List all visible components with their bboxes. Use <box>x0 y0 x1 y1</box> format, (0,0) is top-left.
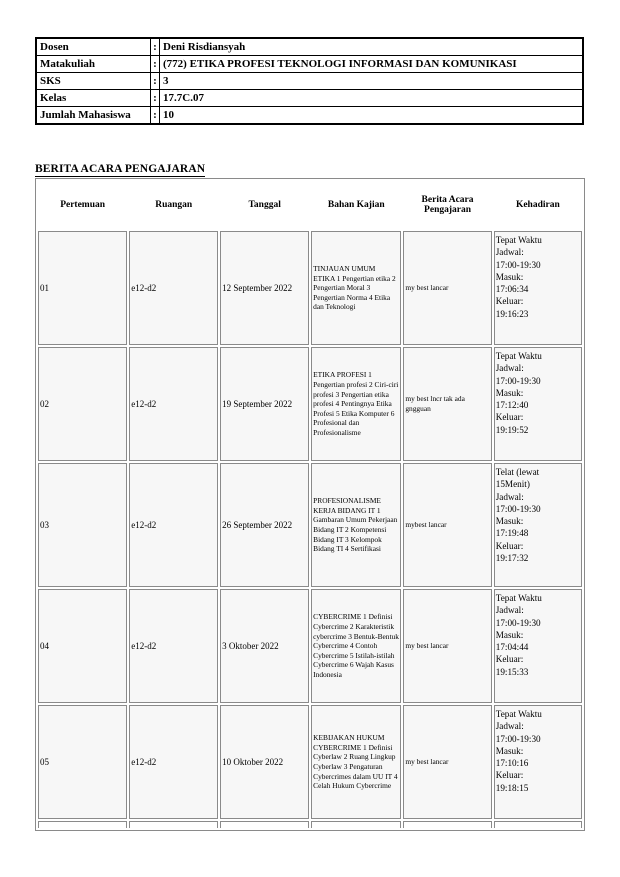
kehadiran-line: 17:12:40 <box>495 400 529 411</box>
kehadiran-line: Masuk: <box>495 516 524 527</box>
kehadiran-line: 19:17:32 <box>495 553 529 564</box>
continuation-cell <box>38 821 127 828</box>
info-value: 17.7C.07 <box>160 90 584 107</box>
cell-berita-acara: mybest lancar <box>403 463 491 587</box>
kehadiran-line: Tepat Waktu <box>495 709 542 719</box>
cell-berita-acara: my best lancar <box>403 589 491 703</box>
kehadiran-line: Masuk: <box>495 745 524 756</box>
kehadiran-line: Tepat Waktu <box>495 351 542 361</box>
cell-pertemuan: 01 <box>38 231 127 345</box>
kehadiran-line: 17:00-19:30 <box>495 503 541 514</box>
table-row <box>38 347 582 461</box>
table-row <box>38 705 582 819</box>
kehadiran-line: 17:04:44 <box>495 642 529 653</box>
cell-bahan-kajian: KEBIJAKAN HUKUM CYBERCRIME 1 Definisi Cyberlaw 2 Ruang Lingkup Cyberlaw 3 Pengaturan Cybercrimes dalam UU IT 4 Celah Hukum Cybercrime <box>311 705 401 819</box>
kehadiran-line: 17:06:34 <box>495 284 529 295</box>
kehadiran-line: Keluar: <box>495 412 524 423</box>
kehadiran-line: 17:00-19:30 <box>495 617 541 628</box>
info-row <box>36 107 583 125</box>
course-info-table <box>35 37 584 125</box>
header-tanggal: Tanggal <box>248 200 281 210</box>
kehadiran-line: Masuk: <box>495 271 524 282</box>
cell-kehadiran <box>494 231 582 345</box>
header-ruangan: Ruangan <box>155 200 193 210</box>
continuation-cell <box>311 821 401 828</box>
info-row <box>36 56 583 73</box>
info-separator: : <box>151 90 160 107</box>
cell-ruangan: e12-d2 <box>129 705 218 819</box>
cell-tanggal: 10 Oktober 2022 <box>220 705 309 819</box>
kehadiran-line: 17:00-19:30 <box>495 259 541 270</box>
table-row <box>38 231 582 345</box>
kehadiran-line: 19:18:15 <box>495 782 529 793</box>
cell-pertemuan: 05 <box>38 705 127 819</box>
kehadiran-line: 17:19:48 <box>495 528 529 539</box>
kehadiran-line: 17:00-19:30 <box>495 733 541 744</box>
cell-tanggal: 12 September 2022 <box>220 231 309 345</box>
header-kehadiran: Kehadiran <box>515 200 560 210</box>
kehadiran-line: Jadwal: <box>495 247 524 258</box>
cell-kehadiran <box>494 347 582 461</box>
info-separator: : <box>151 56 160 73</box>
kehadiran-line: 17:10:16 <box>495 758 529 769</box>
cell-ruangan: e12-d2 <box>129 231 218 345</box>
continuation-cell <box>129 821 218 828</box>
info-value: Deni Risdiansyah <box>160 38 584 56</box>
cell-berita-acara: my best lancar <box>403 705 491 819</box>
info-value: 3 <box>160 73 584 90</box>
kehadiran-line: Masuk: <box>495 629 524 640</box>
kehadiran-line: Jadwal: <box>495 605 524 616</box>
kehadiran-line: Telat (lewat <box>495 467 540 477</box>
info-row <box>36 73 583 90</box>
cell-bahan-kajian: TINJAUAN UMUM ETIKA 1 Pengertian etika 2 Pengertian Moral 3 Pengertian Norma 4 Etika dan Teknologi <box>311 231 401 345</box>
cell-pertemuan: 04 <box>38 589 127 703</box>
cell-bahan-kajian: PROFESIONALISME KERJA BIDANG IT 1 Gambaran Umum Pekerjaan Bidang IT 2 Kompetensi Bidang IT 3 Kelompok Bidang TI 4 Sertifikasi <box>311 463 401 587</box>
continuation-cell <box>220 821 309 828</box>
continuation-cell <box>403 821 491 828</box>
cell-ruangan: e12-d2 <box>129 463 218 587</box>
kehadiran-line: Tepat Waktu <box>495 593 542 603</box>
kehadiran-line: 19:15:33 <box>495 666 529 677</box>
header-bahan-kajian: Bahan Kajian <box>327 200 385 210</box>
info-separator: : <box>151 73 160 90</box>
cell-berita-acara: my best lncr tak ada gngguan <box>403 347 491 461</box>
kehadiran-line: 17:00-19:30 <box>495 375 541 386</box>
table-continuation <box>38 821 582 828</box>
kehadiran-line: Keluar: <box>495 540 524 551</box>
info-value: (772) ETIKA PROFESI TEKNOLOGI INFORMASI DAN KOMUNIKASI <box>160 56 584 73</box>
header-berita-acara: Berita Acara Pengajaran <box>421 195 474 215</box>
kehadiran-line: Jadwal: <box>495 721 524 732</box>
continuation-cell <box>494 821 582 828</box>
cell-bahan-kajian: ETIKA PROFESI 1 Pengertian profesi 2 Ciri-ciri profesi 3 Pengertian etika profesi 4 Pentingnya Etika Profesi 5 Etika Komputer 6 Profesional dan Profesionalisme <box>311 347 401 461</box>
cell-kehadiran <box>494 589 582 703</box>
cell-pertemuan: 03 <box>38 463 127 587</box>
cell-tanggal: 26 September 2022 <box>220 463 309 587</box>
teaching-log-table <box>35 178 585 831</box>
info-row <box>36 90 583 107</box>
cell-kehadiran <box>494 463 582 587</box>
cell-bahan-kajian: CYBERCRIME 1 Definisi Cybercrime 2 Karakteristik cybercrime 3 Bentuk-Bentuk Cybercrime 4 Contoh Cybercrime 5 Istilah-istilah Cybercrime 6 Wajah Kasus Indonesia <box>311 589 401 703</box>
cell-tanggal: 19 September 2022 <box>220 347 309 461</box>
cell-tanggal: 3 Oktober 2022 <box>220 589 309 703</box>
kehadiran-line: 19:19:52 <box>495 424 529 435</box>
kehadiran-line: Keluar: <box>495 296 524 307</box>
kehadiran-line: Jadwal: <box>495 491 524 502</box>
cell-kehadiran <box>494 705 582 819</box>
info-label: SKS <box>36 73 151 90</box>
kehadiran-line: Masuk: <box>495 387 524 398</box>
cell-ruangan: e12-d2 <box>129 589 218 703</box>
cell-ruangan: e12-d2 <box>129 347 218 461</box>
info-separator: : <box>151 107 160 125</box>
info-separator: : <box>151 38 160 56</box>
info-value: 10 <box>160 107 584 125</box>
kehadiran-line: Keluar: <box>495 654 524 665</box>
header-pertemuan: Pertemuan <box>60 200 106 210</box>
info-label: Jumlah Mahasiswa <box>36 107 151 125</box>
kehadiran-line: 19:16:23 <box>495 308 529 319</box>
cell-pertemuan: 02 <box>38 347 127 461</box>
info-label: Kelas <box>36 90 151 107</box>
cell-berita-acara: my best lancar <box>403 231 491 345</box>
info-row <box>36 38 583 56</box>
info-label: Dosen <box>36 38 151 56</box>
kehadiran-line: Jadwal: <box>495 363 524 374</box>
table-header-row <box>38 181 582 229</box>
table-row <box>38 589 582 703</box>
info-label: Matakuliah <box>36 56 151 73</box>
kehadiran-line: Tepat Waktu <box>495 235 542 245</box>
kehadiran-line: Keluar: <box>495 770 524 781</box>
kehadiran-line: 15Menit) <box>495 479 530 490</box>
section-title: BERITA ACARA PENGAJARAN <box>35 163 206 175</box>
table-row <box>38 463 582 587</box>
